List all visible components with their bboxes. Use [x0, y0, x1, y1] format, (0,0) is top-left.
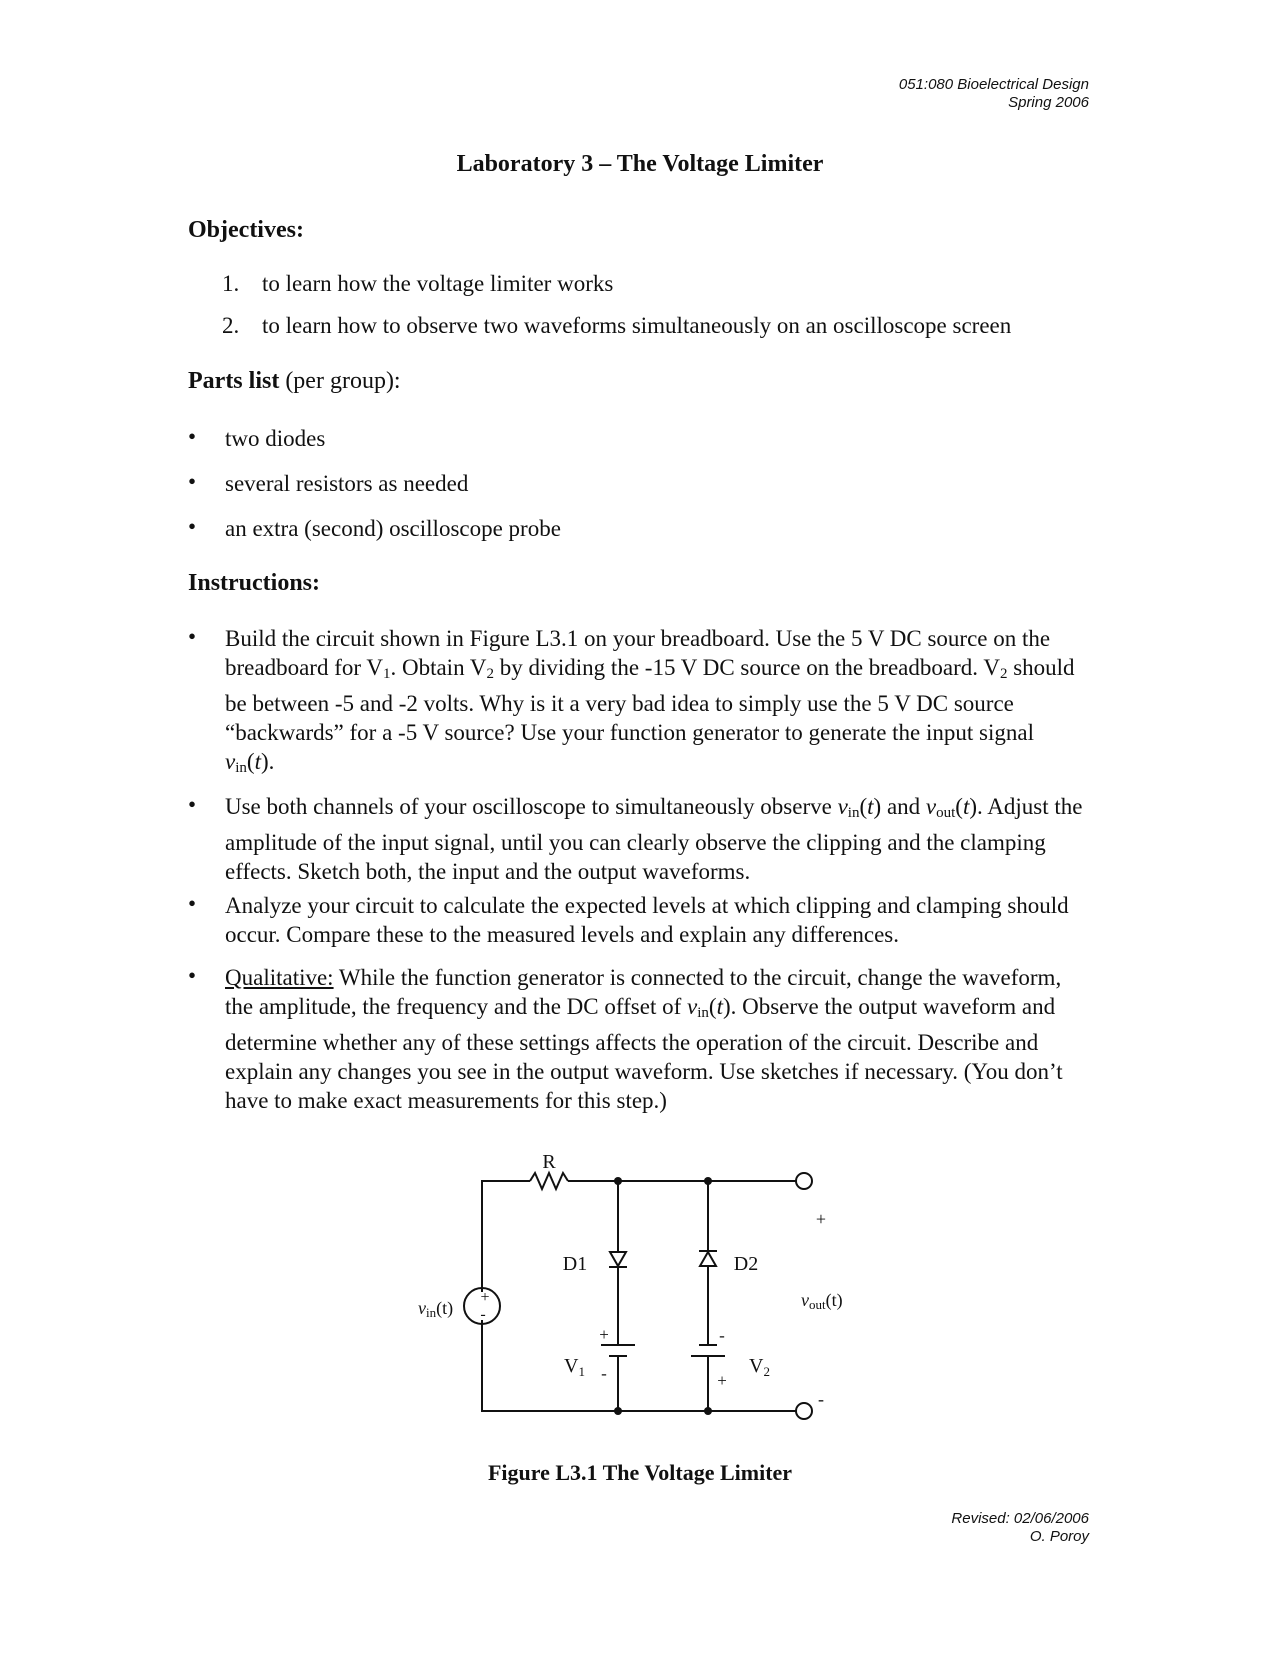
objective-number: 1. — [222, 271, 240, 296]
resistor-zigzag — [530, 1173, 568, 1189]
bullet: • — [188, 792, 197, 817]
v2-plus: + — [717, 1371, 727, 1390]
v2-minus: - — [719, 1326, 725, 1345]
d1-label: D1 — [562, 1253, 588, 1275]
bullet: • — [188, 624, 197, 649]
vout-minus: - — [818, 1389, 824, 1409]
v2-label: $V_2$ — [749, 1355, 770, 1379]
junction-dot — [704, 1407, 712, 1415]
output-terminal-top — [796, 1173, 812, 1189]
parts-text: several resistors as needed — [225, 471, 469, 496]
qualitative-label: Qualitative: — [225, 965, 334, 990]
parts-text: an extra (second) oscilloscope probe — [225, 516, 561, 541]
d2-label: D2 — [733, 1253, 759, 1275]
objective-text: to learn how the voltage limiter works — [262, 271, 614, 296]
bullet: • — [188, 891, 197, 916]
instruction-text: Build the circuit shown in Figure L3.1 on your breadboard. Use the 5 V DC source on the breadboard for $V_1$. Obtain $V_2$ by dividing the -15 V DC source on the breadboard. $V_2$ should be between -5 and -2 volts. Why is it a very bad idea to simply use the 5 V DC source “backwards” for a -5 V source? Use your function generator to generate the input signal $v_{in}(t)$. — [225, 626, 1075, 776]
junction-dot — [614, 1177, 622, 1185]
junction-dot — [614, 1407, 622, 1415]
parts-heading: Parts list (per group): — [188, 368, 401, 394]
revised-date: Revised: 02/06/2006 — [951, 1510, 1089, 1527]
output-terminal-bottom — [796, 1403, 812, 1419]
course-name: 051:080 Bioelectrical Design — [898, 76, 1089, 93]
bullet: • — [188, 469, 197, 494]
bullet: • — [188, 963, 197, 988]
source-minus: - — [480, 1306, 486, 1323]
vout-label: vout(t) — [801, 1290, 843, 1312]
instruction-text: Analyze your circuit to calculate the expected levels at which clipping and clamping should occur. Compare these to the measured levels and explain any differences. — [225, 893, 1069, 947]
parts-text: two diodes — [225, 426, 326, 451]
objective-number: 2. — [222, 313, 240, 338]
diode-d2 — [700, 1252, 716, 1266]
vout-plus: + — [815, 1209, 827, 1229]
objective-text: to learn how to observe two waveforms simultaneously on an oscilloscope screen — [262, 313, 1012, 338]
objectives-heading: Objectives: — [188, 217, 304, 243]
page-footer — [951, 1510, 1089, 1546]
page-title: Laboratory 3 – The Voltage Limiter — [456, 151, 824, 177]
resistor-label: R — [542, 1151, 556, 1173]
figure-caption: Figure L3.1 The Voltage Limiter — [487, 1460, 793, 1485]
bullet: • — [188, 514, 197, 539]
author: O. Poroy — [1029, 1528, 1089, 1545]
vin-label: vin(t) — [418, 1298, 454, 1320]
instructions-heading: Instructions: — [188, 570, 321, 596]
instruction-text: Qualitative: While the function generator is connected to the circuit, change the waveform, the amplitude, the frequency and the DC offset of $v_{in}(t)$. Observe the output waveform and determine whether any of these settings affects the operation of the circuit. Describe and explain any changes you see in the output waveform. Use sketches if necessary. (You don’t have to make exact measurements for this step.) — [225, 965, 1063, 1113]
source-plus: + — [480, 1289, 490, 1306]
v1-plus: + — [599, 1325, 609, 1344]
instruction-text: Use both channels of your oscilloscope to simultaneously observe $v_{in}(t)$ and $v_{out}(t)$. Adjust the amplitude of the input signal, until you can clearly observe the clipping and the clamping effects. Sketch both, the input and the output waveforms. — [225, 794, 1083, 884]
bullet: • — [188, 424, 197, 449]
v1-minus: - — [601, 1364, 607, 1383]
term: Spring 2006 — [1008, 94, 1089, 111]
wire-left-top — [482, 1181, 530, 1292]
v1-label: $V_1$ — [564, 1355, 585, 1379]
junction-dot — [704, 1177, 712, 1185]
diode-d1 — [610, 1252, 626, 1266]
